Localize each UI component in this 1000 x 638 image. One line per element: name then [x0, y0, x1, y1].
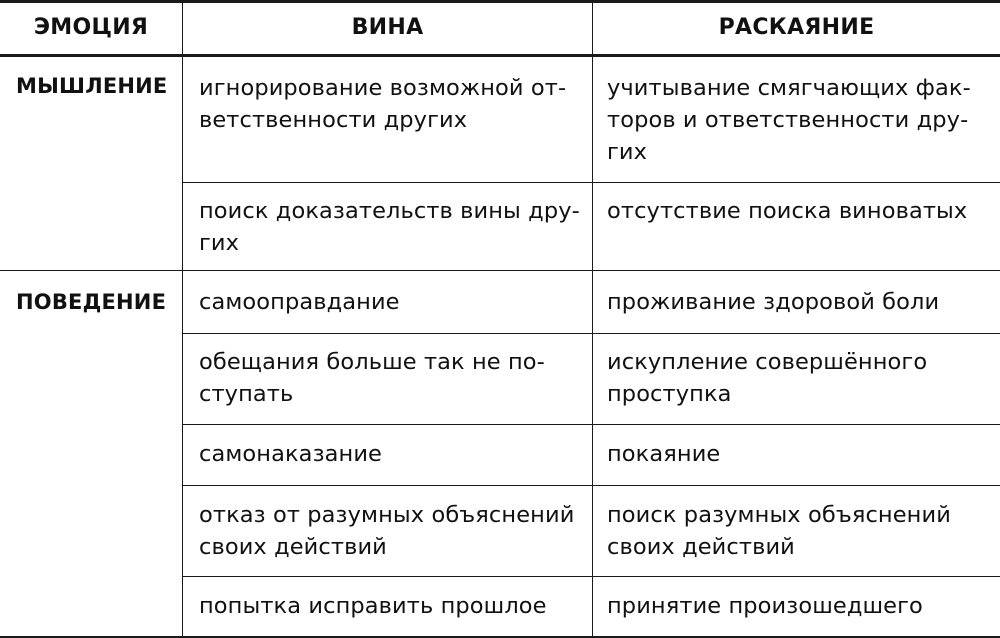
rule-col2	[592, 0, 593, 638]
rule-top	[0, 0, 1000, 3]
remorse-cell: принятие произошедшего	[607, 593, 923, 619]
section-label-behavior: ПОВЕДЕНИЕ	[16, 290, 167, 314]
guilt-cell: обещания больше так не по- ступать	[199, 349, 545, 407]
guilt-cell: поиск доказательств вины дру- гих	[199, 198, 580, 256]
remorse-cell: проживание здоровой боли	[607, 289, 940, 315]
header-guilt: ВИНА	[351, 15, 424, 40]
remorse-cell: отсутствие поиска виноватых	[607, 198, 968, 224]
header-emotion: ЭМОЦИЯ	[33, 15, 149, 40]
guilt-cell: попытка исправить прошлое	[199, 593, 547, 619]
guilt-cell: самонаказание	[199, 441, 383, 467]
remorse-cell: учитывание смягчающих фак- торов и ответственности дру- гих	[607, 75, 971, 165]
rule-header-bottom	[0, 54, 1000, 57]
remorse-cell: искупление совершённого проступка	[607, 349, 928, 407]
remorse-cell: поиск разумных объяснений своих действий	[607, 502, 951, 560]
header-remorse: РАСКАЯНИЕ	[718, 15, 875, 40]
rule-col1	[182, 0, 183, 638]
rule-section-divider	[0, 270, 1000, 271]
section-label-thinking: МЫШЛЕНИЕ	[16, 74, 168, 98]
guilt-cell: игнорирование возможной от- ветственности других	[199, 75, 567, 133]
guilt-cell: отказ от разумных объяснений своих действий	[199, 502, 575, 560]
remorse-cell: покаяние	[607, 441, 721, 467]
guilt-cell: самооправдание	[199, 289, 400, 315]
